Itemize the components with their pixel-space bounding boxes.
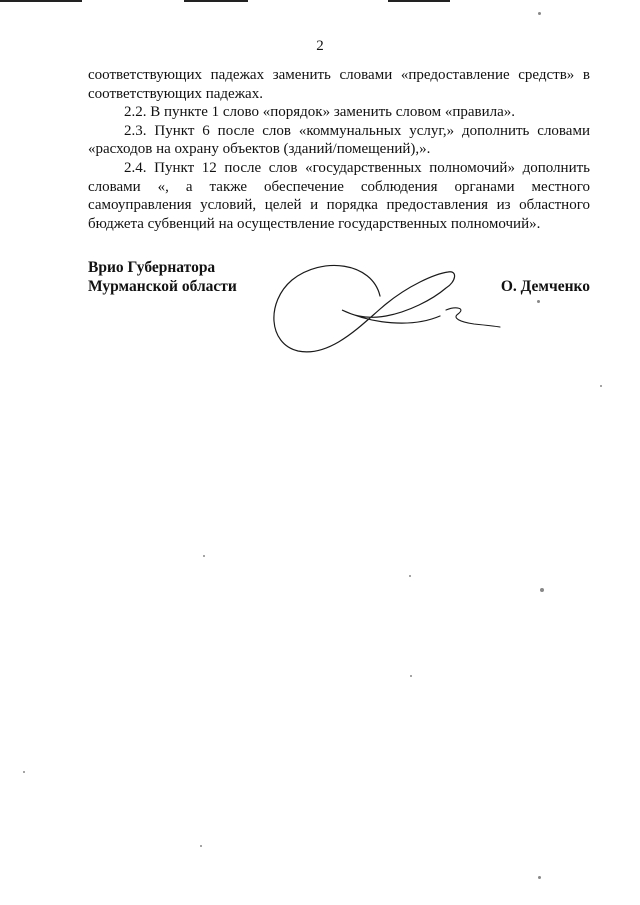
document-body [88, 66, 590, 233]
scan-speck [410, 675, 412, 677]
page-number: 2 [316, 38, 324, 54]
signer-title [88, 258, 237, 296]
signature-stroke [446, 308, 500, 327]
signer-title-line-1: Врио Губернатора [88, 259, 216, 276]
scan-edge-line [0, 0, 82, 2]
paragraph-2-2: 2.2. В пункте 1 слово «порядок» заменить словом «правила». [124, 104, 516, 121]
scan-speck [600, 385, 602, 387]
scan-speck [538, 12, 541, 15]
scan-speck [537, 300, 540, 303]
signer-name: О. Демченко [500, 278, 590, 295]
paragraph-2-3: 2.3. Пункт 6 после слов «коммунальных услуг,» дополнить словами «расходов на охрану объектов (зданий/помещений),». [88, 122, 590, 158]
paragraph-2-4: 2.4. Пункт 12 после слов «государственных полномочий» дополнить словами «, а также обеспечение соблюдения органами местного самоуправления условий, целей и порядка предоставления из областного бюджета субвенций на осуществление государственных полномочий». [88, 159, 590, 232]
scan-speck [540, 588, 544, 592]
scan-speck [200, 845, 202, 847]
scan-speck [409, 575, 411, 577]
signature-stroke [274, 265, 455, 351]
paragraph-continuation: соответствующих падежах заменить словами «предоставление средств» в соответствующих падежах. [88, 67, 590, 102]
handwritten-signature [262, 252, 502, 362]
signer-title-line-2: Мурманской области [88, 278, 237, 295]
scan-speck [23, 771, 25, 773]
scan-speck [203, 555, 205, 557]
scan-edge-line [184, 0, 248, 2]
scan-speck [538, 876, 541, 879]
scan-edge-line [388, 0, 450, 2]
